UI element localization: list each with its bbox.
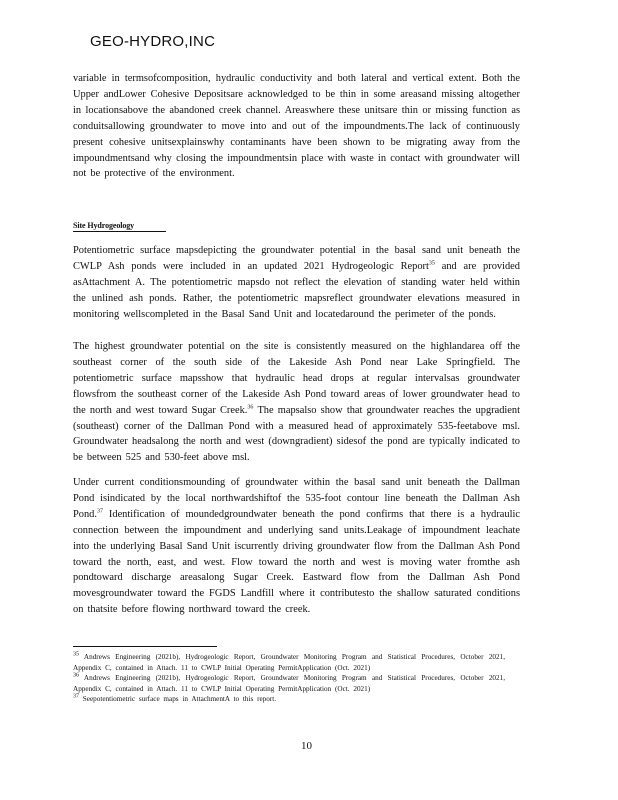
footnote-divider bbox=[73, 646, 217, 647]
paragraph-text: The mapsalso show that groundwater reaches the upgradient (southeast) corner of the Dallman Pond with a measured head of approximately 535-feetabove msl. Groundwater headsalong the north and west (downgradient) sidesof the pond are typically indicated to be between 525 and 530-feet above msl. bbox=[73, 404, 521, 464]
section-heading-text: Site Hydrogeology bbox=[73, 221, 135, 230]
footnote-ref-37: 37 bbox=[96, 508, 103, 515]
company-header: GEO-HYDRO,INC bbox=[90, 33, 216, 50]
footnote-35 bbox=[73, 652, 505, 673]
footnote-ref-35: 35 bbox=[428, 260, 435, 267]
footnote-37 bbox=[73, 694, 505, 705]
footnote-text: Seepotentiometric surface maps in AttachmentA to this report. bbox=[82, 695, 277, 703]
footnote-text: Andrews Engineering (2021b), Hydrogeologic Report, Groundwater Monitoring Program and Statistical Procedures, October 2021, Appendix C, contained in Attach. 11 to CWLP Initial Operating PermitApplication (Oct. 2021) bbox=[73, 653, 505, 672]
paragraph-continuation: variable in termsofcomposition, hydraulic conductivity and both lateral and vertical extent. Both the Upper andLower Cohesive Depositsare acknowledged to be thin in some areasand missing altogether in locationsabove the abandoned creek channel. Areaswhere these unitsare thin or missing function as conduitsallowing groundwater to move into and out of the impoundments.The lack of continuously present cohesive unitsexplainswhy contaminants have been shown to be migrating away from the impoundmentsand why closing the impoundmentsin place with waste in contact with groundwater will not be protective of the environment. bbox=[73, 73, 520, 180]
footnotes bbox=[73, 652, 505, 705]
section-heading bbox=[73, 221, 166, 232]
footnote-36 bbox=[73, 673, 505, 694]
paragraph-text: and are provided asAttachment A. The potentiometric mapsdo not reflect the elevation of standing water held within the unlined ash ponds. Rather, the potentiometric mapsreflect groundwater elevations measured in monitoring wellscompleted in the Basal Sand Unit and locatedaround the perimeter of the ponds. bbox=[73, 260, 520, 320]
paragraph-potentiometric-maps bbox=[73, 243, 520, 323]
page-body bbox=[73, 71, 521, 616]
paragraph-text: Potentiometric surface mapsdepicting the groundwater potential in the basal sand unit beneath the CWLP Ash ponds were included in an updated 2021 Hydrogeologic Report bbox=[73, 245, 520, 272]
footnote-number: 36 bbox=[73, 672, 79, 679]
paragraph-text: Under current conditionsmounding of groundwater within the basal sand unit beneath the Dallman Pond isindicated by the local northwardshiftof the 535-foot contour line beneath the Dallman Ash Pond. bbox=[73, 477, 520, 520]
footnote-number: 37 bbox=[73, 693, 79, 700]
paragraph-text: Identification of moundedgroundwater beneath the pond confirms that there is a hydraulic connection between the impoundment and underlying sand units.Leakage of impoundment leachate into the underlying Basal Sand Unit iscurrently driving groundwater flow from the Dallman Ash Pond toward the north, east, and west. Flow toward the north and west is moving water fromthe ash pondtoward discharge areasalong Sugar Creek. Eastward flow from the Dallman Ash Pond movesgroundwater toward the FGDS Landfill where it contributesto the shallow saturated conditions on thatsite before flowing northward toward the creek. bbox=[73, 508, 520, 616]
footnote-text: Andrews Engineering (2021b), Hydrogeologic Report, Groundwater Monitoring Program and Statistical Procedures, October 2021, Appendix C, contained in Attach. 11 to CWLP Initial Operating PermitApplication (Oct. 2021) bbox=[73, 674, 505, 693]
footnote-ref-36: 36 bbox=[247, 404, 254, 411]
paragraph-mounding bbox=[73, 475, 520, 618]
page-number: 10 bbox=[301, 740, 312, 752]
paragraph-text: The highest groundwater potential on the site is consistently measured on the highlandarea off the southeast corner of the south side of the Lakeside Ash Pond near Lake Springfield. The potentiometric surface mapsshow that hydraulic head drops at regular intervalsas groundwater flowsfrom the southeast corner of the Lakeside Ash Pond toward areas of lower groundwater head to the north and west toward Sugar Creek. bbox=[73, 341, 520, 416]
footnote-number: 35 bbox=[73, 651, 79, 658]
paragraph-groundwater-potential bbox=[73, 339, 520, 466]
